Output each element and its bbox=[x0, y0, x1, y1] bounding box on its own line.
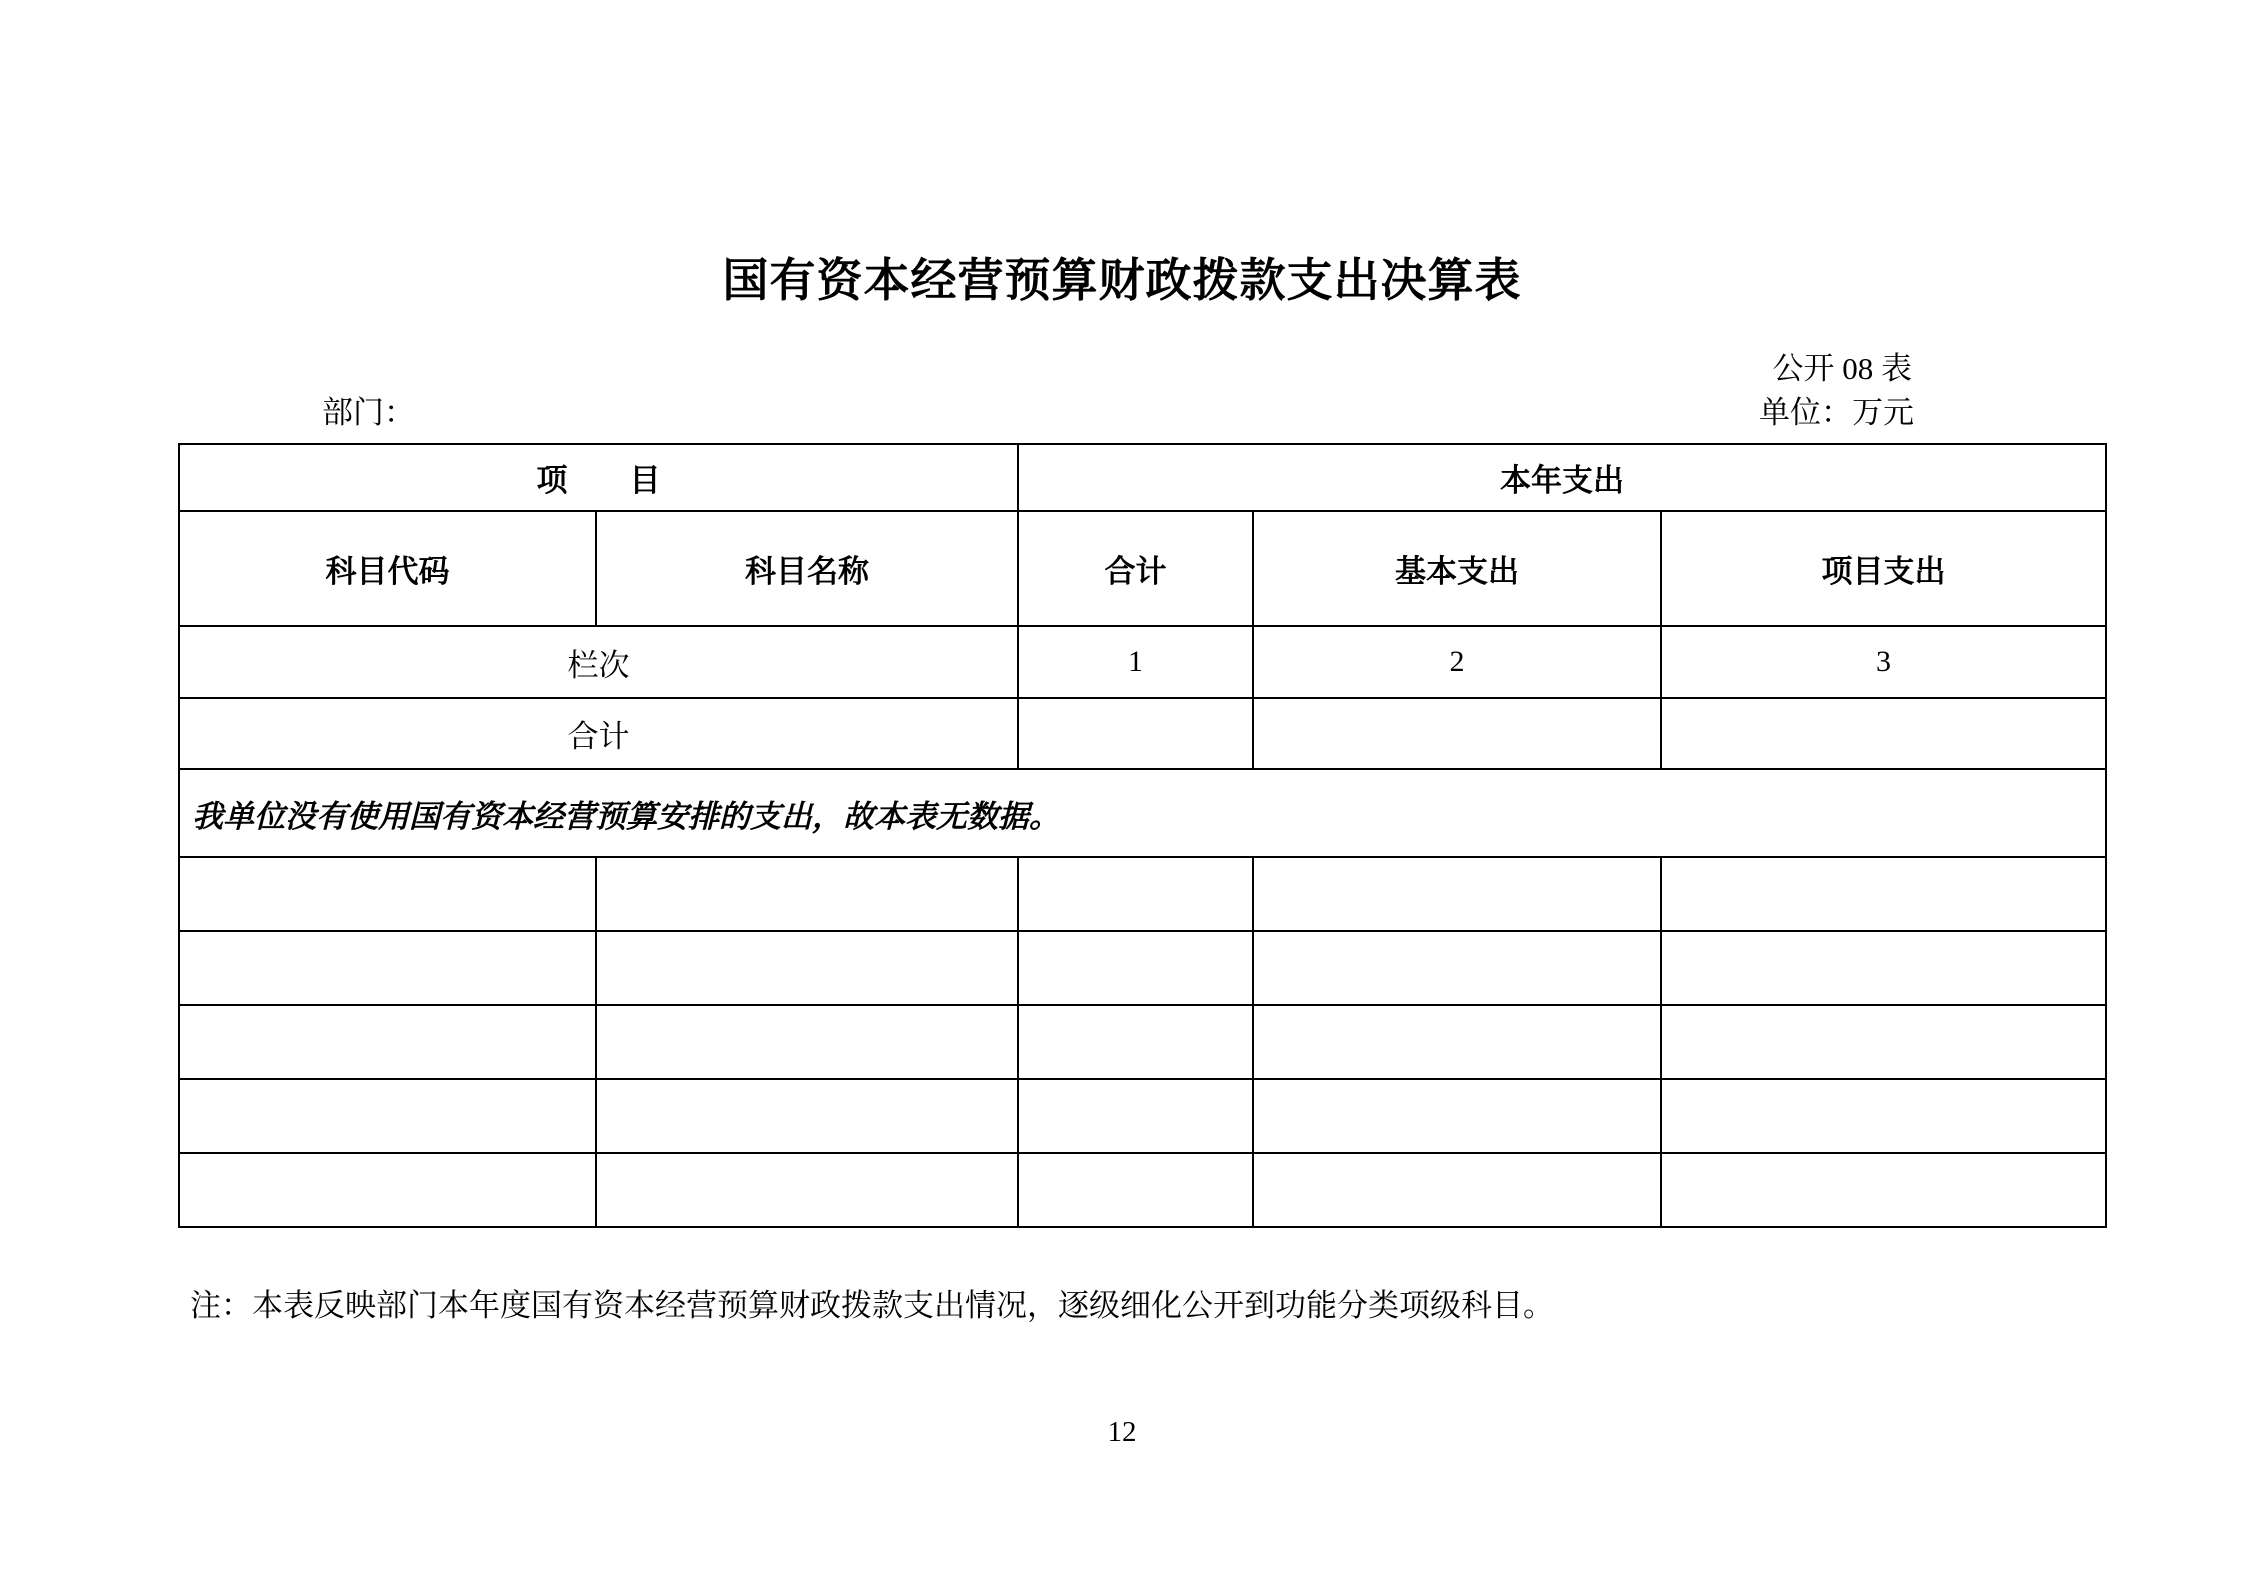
empty-cell bbox=[1253, 1005, 1661, 1079]
empty-data-row bbox=[179, 931, 2106, 1005]
empty-cell bbox=[1018, 1153, 1253, 1227]
current-year-expenditure-header-cell: 本年支出 bbox=[1018, 444, 2106, 511]
empty-cell bbox=[596, 931, 1018, 1005]
total-row-total-cell bbox=[1018, 698, 1253, 769]
empty-data-row bbox=[179, 1153, 2106, 1227]
empty-cell bbox=[1018, 1079, 1253, 1153]
empty-data-row bbox=[179, 1005, 2106, 1079]
table-footnote: 注：本表反映部门本年度国有资本经营预算财政拨款支出情况，逐级细化公开到功能分类项级科目。 bbox=[190, 1288, 1554, 1323]
total-row-basic-cell bbox=[1253, 698, 1661, 769]
empty-cell bbox=[596, 857, 1018, 931]
total-row-label-cell: 合计 bbox=[179, 698, 1018, 769]
item-group-header-cell: 项 目 bbox=[179, 444, 1018, 511]
unit-label: 单位：万元 bbox=[1759, 395, 1914, 430]
total-row-project-cell bbox=[1661, 698, 2106, 769]
notice-row bbox=[179, 769, 2106, 857]
empty-cell bbox=[179, 1153, 596, 1227]
expenditure-table bbox=[178, 443, 2107, 1228]
page-number: 12 bbox=[1107, 1416, 1137, 1448]
form-code-label: 公开 08 表 bbox=[1772, 351, 1912, 386]
empty-data-row bbox=[179, 857, 2106, 931]
empty-cell bbox=[179, 1079, 596, 1153]
column-index-row bbox=[179, 626, 2106, 698]
empty-cell bbox=[1018, 1005, 1253, 1079]
column-index-3-cell: 3 bbox=[1661, 626, 2106, 698]
department-label: 部门： bbox=[322, 395, 415, 430]
empty-data-row bbox=[179, 1079, 2106, 1153]
empty-cell bbox=[1661, 1005, 2106, 1079]
empty-cell bbox=[1253, 931, 1661, 1005]
empty-cell bbox=[596, 1005, 1018, 1079]
column-index-2-cell: 2 bbox=[1253, 626, 1661, 698]
empty-cell bbox=[1661, 1153, 2106, 1227]
basic-expenditure-header-cell: 基本支出 bbox=[1253, 511, 1661, 626]
empty-cell bbox=[596, 1079, 1018, 1153]
empty-cell bbox=[179, 1005, 596, 1079]
column-index-label-cell: 栏次 bbox=[179, 626, 1018, 698]
project-expenditure-header-cell: 项目支出 bbox=[1661, 511, 2106, 626]
empty-cell bbox=[1018, 931, 1253, 1005]
page-title: 国有资本经营预算财政拨款支出决算表 bbox=[722, 254, 1522, 306]
empty-cell bbox=[1661, 1079, 2106, 1153]
empty-cell bbox=[179, 857, 596, 931]
empty-cell bbox=[1253, 1153, 1661, 1227]
column-header-row bbox=[179, 511, 2106, 626]
column-index-1-cell: 1 bbox=[1018, 626, 1253, 698]
subject-code-header-cell: 科目代码 bbox=[179, 511, 596, 626]
total-header-cell: 合计 bbox=[1018, 511, 1253, 626]
group-header-row bbox=[179, 444, 2106, 511]
empty-cell bbox=[1661, 857, 2106, 931]
empty-cell bbox=[179, 931, 596, 1005]
empty-cell bbox=[1253, 857, 1661, 931]
empty-cell bbox=[1018, 857, 1253, 931]
no-data-notice-cell: 我单位没有使用国有资本经营预算安排的支出，故本表无数据。 bbox=[179, 769, 2106, 857]
subject-name-header-cell: 科目名称 bbox=[596, 511, 1018, 626]
empty-cell bbox=[596, 1153, 1018, 1227]
total-row bbox=[179, 698, 2106, 769]
empty-cell bbox=[1253, 1079, 1661, 1153]
empty-cell bbox=[1661, 931, 2106, 1005]
